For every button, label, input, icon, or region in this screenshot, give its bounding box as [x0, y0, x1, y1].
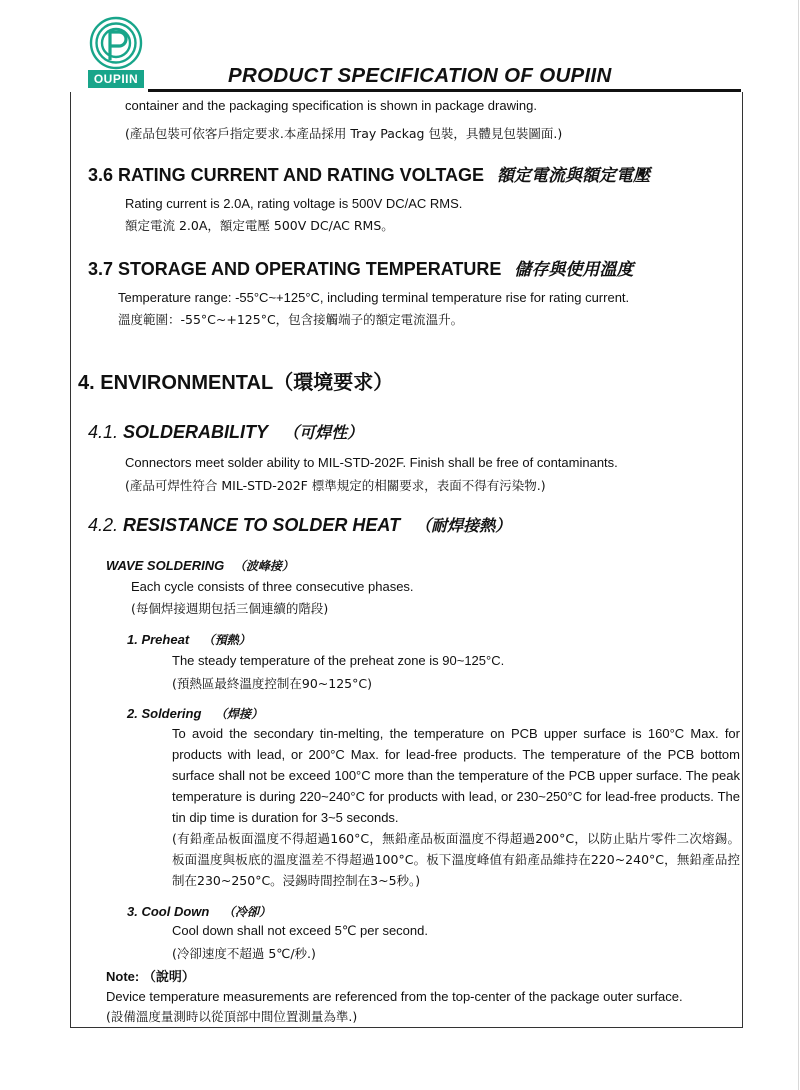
section-4-2-heading	[88, 513, 511, 536]
preheat-title: 1. Preheat	[127, 632, 190, 647]
section-3-7-heading-en: 3.7 STORAGE AND OPERATING TEMPERATURE	[88, 259, 502, 279]
cool-down-text-en: Cool down shall not exceed 5℃ per second.	[172, 923, 428, 938]
cool-down-text-zh: (冷卻速度不超過 5℃/秒.)	[172, 946, 316, 961]
note-heading: Note: （說明）	[106, 969, 195, 984]
soldering-heading	[127, 705, 263, 722]
section-3-6-heading-en: 3.6 RATING CURRENT AND RATING VOLTAGE	[88, 165, 484, 185]
wave-soldering-title: WAVE SOLDERING	[106, 558, 225, 573]
cool-down-title: 3. Cool Down	[127, 904, 210, 919]
wave-text-en: Each cycle consists of three consecutive phases.	[131, 579, 414, 594]
section-4-2-title-zh: （耐焊接熱）	[415, 516, 512, 535]
preheat-heading	[127, 631, 251, 648]
section-4-2-title: RESISTANCE TO SOLDER HEAT	[123, 515, 401, 535]
packaging-text-en: container and the packaging specification is shown in package drawing.	[125, 98, 537, 113]
rating-text-zh: 額定電流 2.0A，額定電壓 500V DC/AC RMS。	[125, 218, 394, 233]
section-4-1-title-zh: （可焊性）	[283, 423, 364, 442]
section-4-1-heading	[88, 420, 363, 443]
section-4-1-number: 4.1.	[88, 422, 119, 442]
section-4-1-title: SOLDERABILITY	[123, 422, 269, 442]
wave-soldering-title-zh: （波峰接）	[233, 559, 294, 573]
soldering-text-zh: (有鉛產品板面溫度不得超過160°C，無鉛產品板面溫度不得超過200°C，以防止貼片零件二次熔錫。板面溫度與板底的溫度溫差不得超過100°C。板下溫度峰值有鉛產品維持在220~240°C，無鉛產品控制在230~250°C。浸錫時間控制在3~5秒。)	[172, 831, 740, 888]
document-title: PRODUCT SPECIFICATION OF OUPIIN	[228, 64, 612, 87]
packaging-text-zh: (產品包裝可依客戶指定要求.本產品採用 Tray Packag 包裝，具體見包裝圖面.)	[125, 126, 563, 141]
preheat-text-zh: (預熱區最終溫度控制在90~125°C)	[172, 676, 372, 691]
temperature-text-en: Temperature range: -55°C~+125°C, including terminal temperature rise for rating current.	[118, 290, 630, 305]
note-text-en: Device temperature measurements are referenced from the top-center of the package outer surface.	[106, 989, 683, 1004]
wave-soldering-heading	[106, 557, 294, 574]
section-4-heading: 4. ENVIRONMENTAL（環境要求）	[78, 372, 394, 394]
solderability-text-en: Connectors meet solder ability to MIL-STD-202F. Finish shall be free of contaminants.	[125, 455, 618, 470]
logo-emblem-icon	[88, 16, 144, 70]
section-3-6-heading	[88, 161, 650, 186]
page-header	[0, 0, 800, 92]
preheat-title-zh: （預熱）	[202, 633, 251, 647]
note-text-zh: (設備溫度量測時以從頂部中間位置測量為準.)	[106, 1009, 358, 1024]
oupiin-logo	[88, 16, 144, 90]
section-3-7-heading-zh: 儲存與使用溫度	[514, 260, 634, 280]
section-3-6-heading-zh: 額定電流與額定電壓	[497, 166, 651, 186]
soldering-text-en: To avoid the secondary tin-melting, the temperature on PCB upper surface is 160°C Max. for products with lead, or 200°C Max. for lead-free products. The temperature of the PCB bottom surface shall not be exceed 100°C more than the temperature of the PCB upper surface. The peak temperature is during 220~240°C for products with lead, or 230~250°C for lead-free products. The tin dip time is duration for 3~5 seconds.	[172, 726, 740, 825]
soldering-title: 2. Soldering	[127, 706, 202, 721]
temperature-text-zh: 溫度範圍：-55°C~+125°C，包含接觸端子的額定電流溫升。	[118, 312, 464, 327]
section-3-7-heading	[88, 255, 633, 280]
cool-down-heading	[127, 903, 271, 920]
logo-wordmark: OUPIIN	[88, 70, 144, 88]
cool-down-title-zh: （冷卻）	[222, 905, 271, 919]
solderability-text-zh: (產品可焊性符合 MIL-STD-202F 標準規定的相關要求，表面不得有污染物.)	[125, 478, 546, 493]
section-4-2-number: 4.2.	[88, 515, 119, 535]
wave-text-zh: (每個焊接週期包括三個連續的階段)	[131, 601, 329, 616]
rating-text-en: Rating current is 2.0A, rating voltage is 500V DC/AC RMS.	[125, 196, 463, 211]
preheat-text-en: The steady temperature of the preheat zone is 90~125°C.	[172, 653, 505, 668]
soldering-title-zh: （焊接）	[215, 707, 264, 721]
